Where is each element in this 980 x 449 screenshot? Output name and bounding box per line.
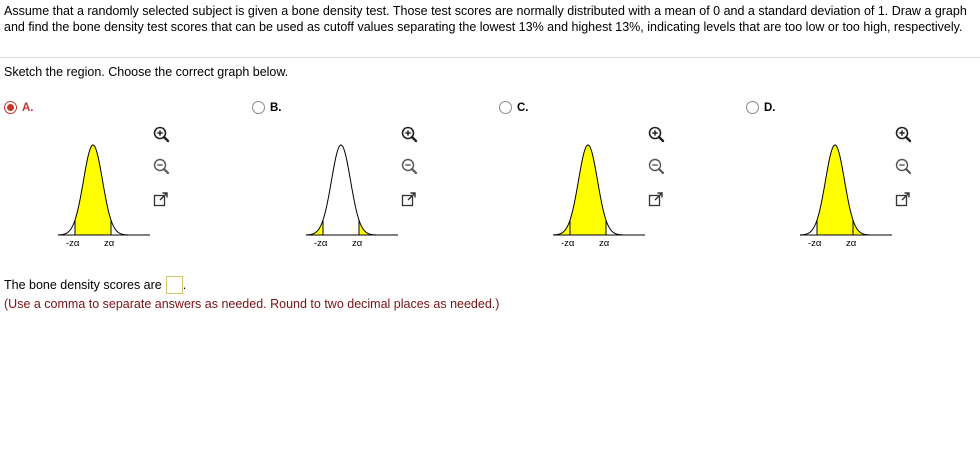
option-radio-b[interactable] (252, 101, 282, 114)
answer-suffix: . (182, 278, 187, 292)
answer-input[interactable] (166, 276, 183, 294)
density-curve (306, 145, 376, 235)
shaded-region (75, 145, 111, 235)
label-z-alpha: zα (104, 238, 115, 249)
shaded-region (817, 145, 870, 235)
label-neg-z-alpha: -zα (808, 238, 822, 249)
zoom-in-icon[interactable] (400, 125, 418, 143)
label-z-alpha: zα (352, 238, 363, 249)
option-radio-d[interactable] (746, 101, 776, 114)
option-a (4, 101, 244, 261)
zoom-out-icon[interactable] (152, 157, 170, 175)
radio-button[interactable] (499, 101, 512, 114)
option-radio-c[interactable] (499, 101, 529, 114)
divider (0, 57, 980, 58)
instruction-text: Sketch the region. Choose the correct graph below. (4, 65, 289, 79)
label-z-alpha: zα (599, 238, 610, 249)
radio-button[interactable] (4, 101, 17, 114)
question-text: Assume that a randomly selected subject is given a bone density test. Those test scores are normally distributed with a mean of 0 and a standard deviation of 1. Draw a graph and find the bone density test scores that can be used as cutoff values separating the lowest 13% and highest 13%, indicating levels that are too low or too high, respectively. (4, 4, 967, 34)
normal-curve-graph (800, 139, 892, 253)
zoom-in-icon[interactable] (152, 125, 170, 143)
answer-line (4, 276, 186, 294)
zoom-in-icon[interactable] (894, 125, 912, 143)
radio-button[interactable] (252, 101, 265, 114)
open-window-icon[interactable] (647, 191, 665, 209)
option-letter: C. (517, 101, 529, 114)
option-d (746, 101, 980, 261)
option-letter: B. (270, 101, 282, 114)
label-neg-z-alpha: -zα (561, 238, 575, 249)
label-z-alpha: zα (846, 238, 857, 249)
option-letter: A. (22, 101, 34, 114)
shaded-region (553, 145, 606, 235)
zoom-out-icon[interactable] (894, 157, 912, 175)
option-letter: D. (764, 101, 776, 114)
label-neg-z-alpha: -zα (314, 238, 328, 249)
zoom-in-icon[interactable] (647, 125, 665, 143)
zoom-out-icon[interactable] (647, 157, 665, 175)
open-window-icon[interactable] (400, 191, 418, 209)
hint-text: (Use a comma to separate answers as needed. Round to two decimal places as needed.) (4, 297, 500, 311)
zoom-out-icon[interactable] (400, 157, 418, 175)
answer-prefix: The bone density scores are (4, 278, 162, 292)
normal-curve-graph (553, 139, 645, 253)
normal-curve-graph (306, 139, 398, 253)
option-c (499, 101, 739, 261)
label-neg-z-alpha: -zα (66, 238, 80, 249)
open-window-icon[interactable] (152, 191, 170, 209)
radio-button[interactable] (746, 101, 759, 114)
option-radio-a[interactable] (4, 101, 34, 114)
open-window-icon[interactable] (894, 191, 912, 209)
normal-curve-graph (58, 139, 150, 253)
option-b (252, 101, 492, 261)
